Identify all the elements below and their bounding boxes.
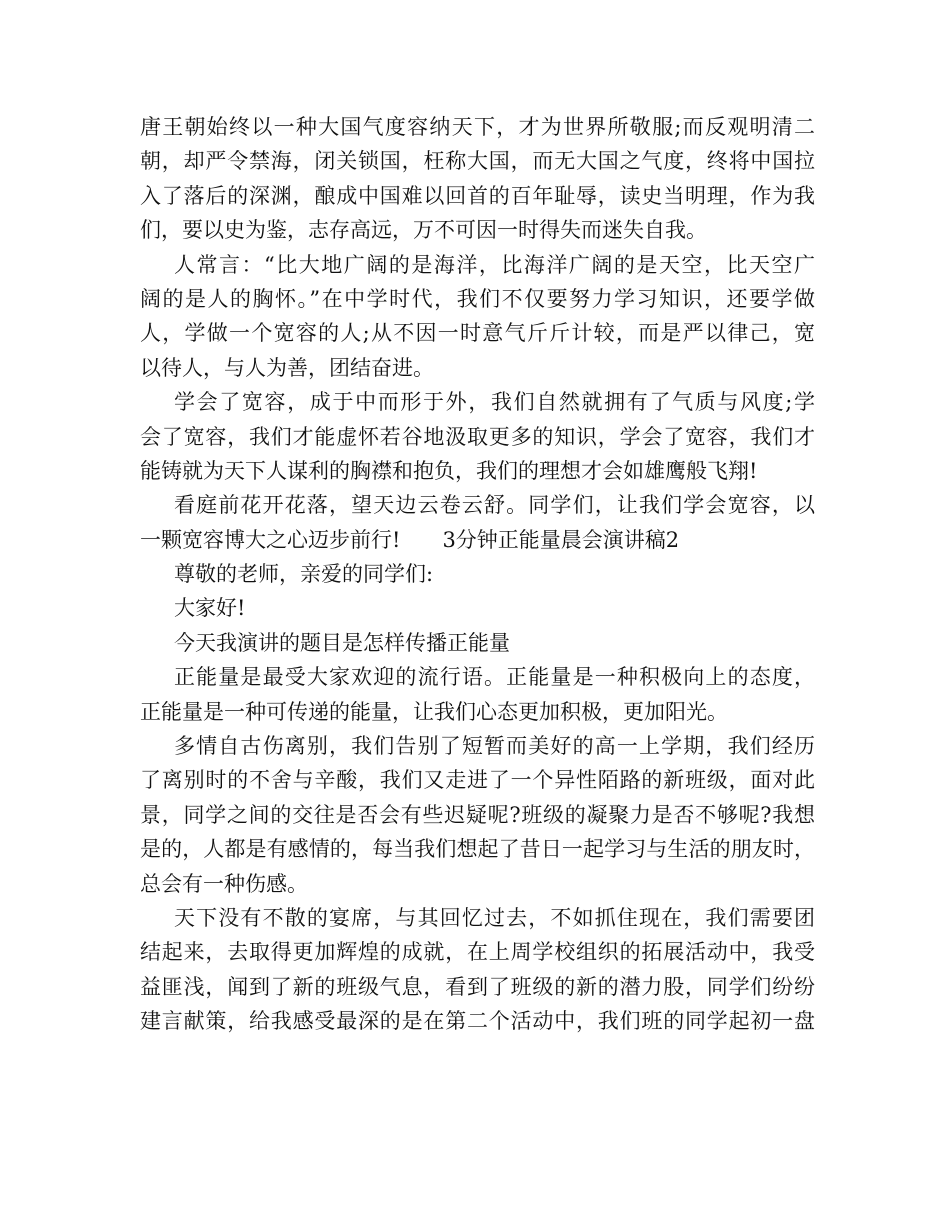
text-line: 会了宽容，我们才能虚怀若谷地汲取更多的知识，学会了宽容，我们才: [140, 424, 815, 449]
text-line: 人常言：“比大地广阔的是海洋，比海洋广阔的是天空，比天空广: [174, 252, 815, 277]
text-line: 了离别时的不舍与辛酸，我们又走进了一个异性陌路的新班级，面对此: [140, 768, 815, 793]
text-line: 结起来，去取得更加辉煌的成就，在上周学校组织的拓展活动中，我受: [140, 940, 815, 965]
text-line: 正能量是最受大家欢迎的流行语。正能量是一种积极向上的态度，: [174, 665, 815, 690]
text-line: 景，同学之间的交往是否会有些迟疑呢?班级的凝聚力是否不够呢?我想: [140, 802, 815, 827]
text-line: 多情自古伤离别，我们告别了短暂而美好的高一上学期，我们经历: [174, 734, 815, 759]
text-line: 一颗宽容博大之心迈步前行! 3分钟正能量晨会演讲稿2: [140, 527, 680, 552]
text-line: 们，要以史为鉴，志存高远，万不可因一时得失而迷失自我。: [140, 218, 707, 243]
text-line: 今天我演讲的题目是怎样传播正能量: [174, 630, 510, 655]
text-line: 看庭前花开花落，望天边云卷云舒。同学们，让我们学会宽容，以: [174, 493, 815, 518]
text-line: 正能量是一种可传递的能量，让我们心态更加积极，更加阳光。: [140, 699, 728, 724]
text-line: 人，学做一个宽容的人;从不因一时意气斤斤计较，而是严以律己，宽: [140, 321, 815, 346]
text-line: 益匪浅，闻到了新的班级气息，看到了班级的新的潜力股，同学们纷纷: [140, 974, 815, 999]
text-line: 尊敬的老师，亲爱的同学们:: [174, 562, 434, 587]
text-line: 阔的是人的胸怀。”在中学时代，我们不仅要努力学习知识，还要学做: [140, 286, 815, 311]
text-line: 大家好!: [174, 596, 246, 621]
text-line: 建言献策，给我感受最深的是在第二个活动中，我们班的同学起初一盘: [140, 1009, 815, 1034]
text-line: 入了落后的深渊，酿成中国难以回首的百年耻辱，读史当明理，作为我: [140, 183, 815, 208]
text-line: 能铸就为天下人谋利的胸襟和抱负，我们的理想才会如雄鹰般飞翔!: [140, 458, 758, 483]
text-line: 总会有一种伤感。: [140, 871, 308, 896]
text-line: 唐王朝始终以一种大国气度容纳天下，才为世界所敬服;而反观明清二: [140, 115, 815, 139]
text-line: 天下没有不散的宴席，与其回忆过去，不如抓住现在，我们需要团: [174, 905, 815, 930]
text-line: 以待人，与人为善，团结奋进。: [140, 355, 434, 380]
text-line: 是的，人都是有感情的，每当我们想起了昔日一起学习与生活的朋友时，: [140, 837, 815, 862]
text-line: 学会了宽容，成于中而形于外，我们自然就拥有了气质与风度;学: [174, 390, 815, 415]
document-body: [140, 110, 815, 1039]
text-line: 朝，却严令禁海，闭关锁国，枉称大国，而无大国之气度，终将中国拉: [140, 149, 815, 174]
